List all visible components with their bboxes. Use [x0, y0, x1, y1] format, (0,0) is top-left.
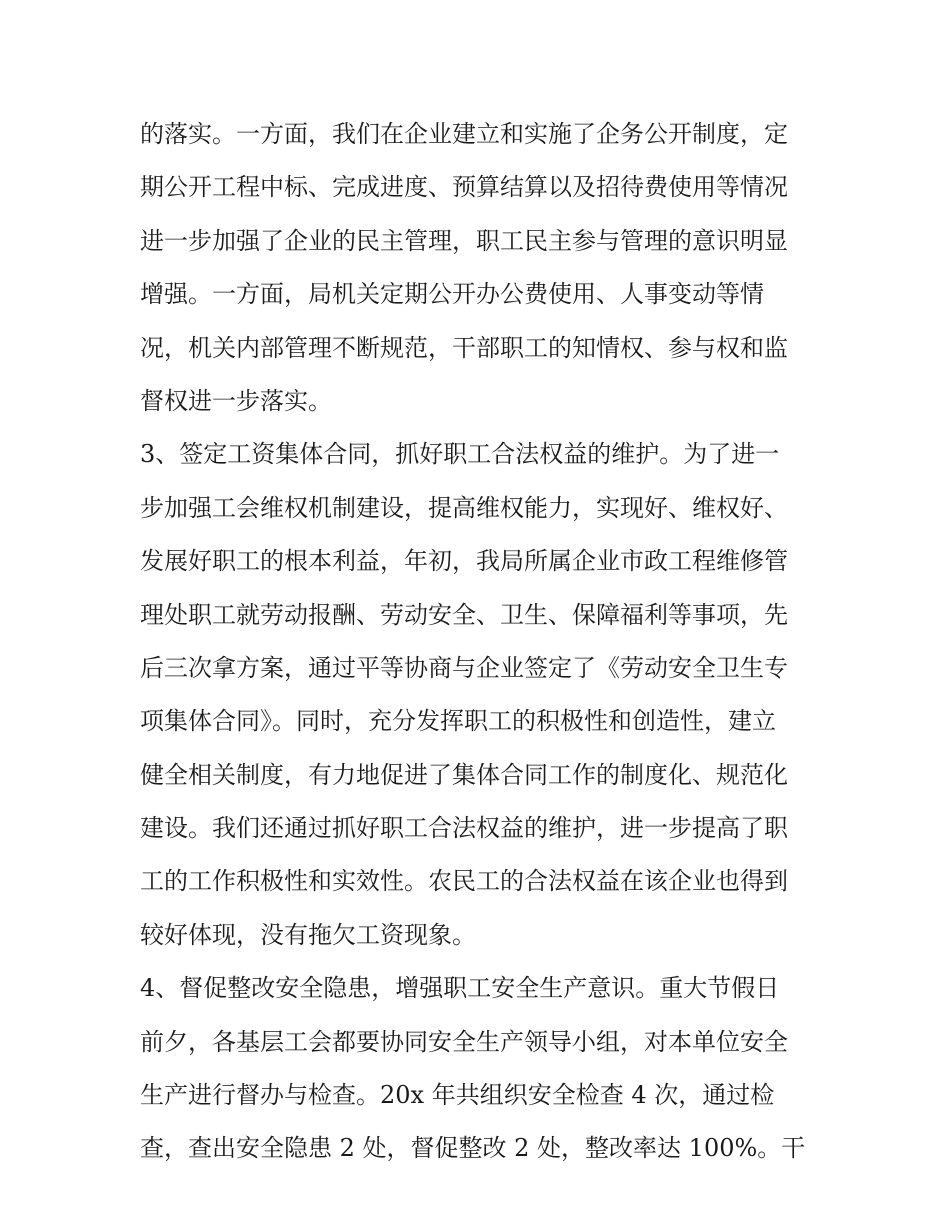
text-line: 后三次拿方案，通过平等协商与企业签定了《劳动安全卫生专 — [140, 653, 788, 682]
text-line: 健全相关制度，有力地促进了集体合同工作的制度化、规范化 — [140, 760, 788, 789]
text-line: 进一步加强了企业的民主管理，职工民主参与管理的意识明显 — [140, 226, 788, 255]
text-line: 况，机关内部管理不断规范，干部职工的知情权、参与权和监 — [140, 333, 788, 362]
text-line: 理处职工就劳动报酬、劳动安全、卫生、保障福利等事项，先 — [140, 600, 788, 629]
body-text — [140, 108, 820, 1176]
text-line: 发展好职工的根本利益，年初，我局所属企业市政工程维修管 — [140, 547, 788, 576]
text-line: 督权进一步落实。 — [140, 386, 332, 415]
text-line: 步加强工会维权机制建设，提高维权能力，实现好、维权好、 — [140, 493, 788, 522]
text-line: 4、督促整改安全隐患，增强职工安全生产意识。重大节假日 — [140, 974, 780, 1003]
text-line: 3、签定工资集体合同，抓好职工合法权益的维护。为了进一 — [140, 440, 780, 469]
text-line: 生产进行督办与检查。20x 年共组织安全检查 4 次，通过检 — [140, 1081, 775, 1110]
text-line: 项集体合同》。同时，充分发挥职工的积极性和创造性，建立 — [140, 707, 776, 736]
text-line: 的落实。一方面，我们在企业建立和实施了企务公开制度，定 — [140, 120, 788, 148]
text-line: 期公开工程中标、完成进度、预算结算以及招待费使用等情况 — [140, 173, 788, 202]
text-line: 较好体现，没有拖欠工资现象。 — [140, 920, 476, 949]
text-line: 查，查出安全隐患 2 处，督促整改 2 处，整改率达 100%。干 — [140, 1134, 806, 1163]
text-line: 工的工作积极性和实效性。农民工的合法权益在该企业也得到 — [140, 867, 788, 896]
text-line: 前夕，各基层工会都要协同安全生产领导小组，对本单位安全 — [140, 1027, 788, 1056]
text-line: 增强。一方面，局机关定期公开办公费使用、人事变动等情 — [140, 280, 764, 309]
text-line: 建设。我们还通过抓好职工合法权益的维护，进一步提高了职 — [140, 814, 788, 843]
